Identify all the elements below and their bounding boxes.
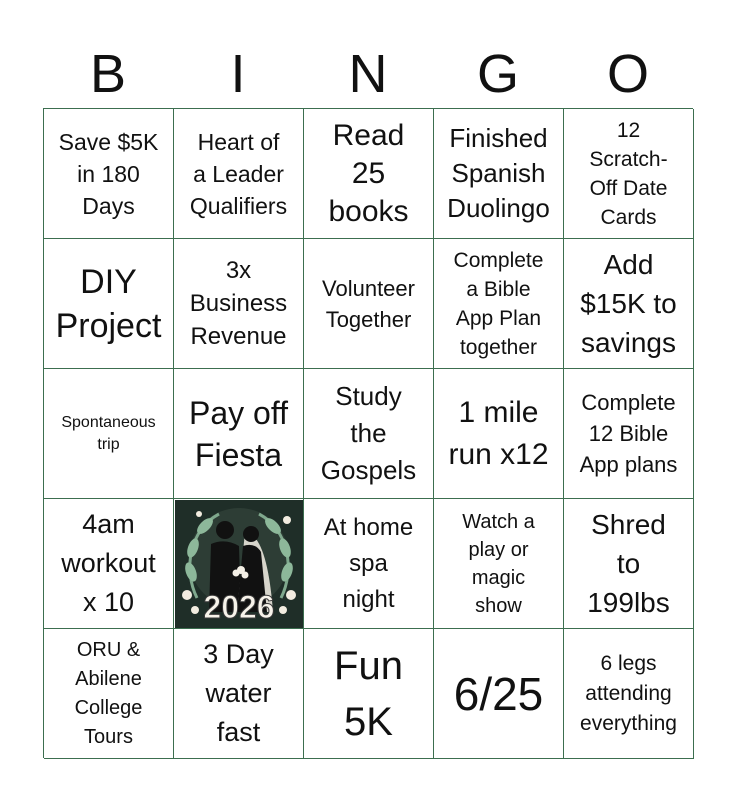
header-letter-n: N bbox=[348, 44, 388, 104]
bingo-cell[interactable]: Add $15K to savings bbox=[564, 239, 694, 369]
bingo-cell[interactable]: Save $5K in 180 Days bbox=[44, 109, 174, 239]
bingo-cell[interactable]: Spontaneous trip bbox=[44, 369, 174, 499]
bingo-cell[interactable]: Watch a play or magic show bbox=[434, 499, 564, 629]
free-space-label: 2026 bbox=[202, 588, 275, 625]
bingo-cell[interactable]: Pay off Fiesta bbox=[174, 369, 304, 499]
bingo-cell[interactable]: 4am workout x 10 bbox=[44, 499, 174, 629]
header-letter-g: G bbox=[476, 44, 519, 104]
bingo-cell[interactable]: 6/25 bbox=[434, 629, 564, 759]
bingo-cell[interactable]: At home spa night bbox=[304, 499, 434, 629]
free-space[interactable] bbox=[174, 499, 304, 629]
bingo-header bbox=[43, 40, 693, 108]
wedding-couple-icon bbox=[175, 500, 303, 628]
bingo-cell[interactable]: 6 legs attending everything bbox=[564, 629, 694, 759]
bingo-cell[interactable]: Complete 12 Bible App plans bbox=[564, 369, 694, 499]
bingo-cell[interactable]: 3x Business Revenue bbox=[174, 239, 304, 369]
bingo-cell[interactable]: Finished Spanish Duolingo bbox=[434, 109, 564, 239]
bingo-cell[interactable]: Study the Gospels bbox=[304, 369, 434, 499]
bingo-cell[interactable]: Volunteer Together bbox=[304, 239, 434, 369]
header-letter-o: O bbox=[606, 44, 649, 104]
bingo-cell[interactable]: Read 25 books bbox=[304, 109, 434, 239]
bingo-grid bbox=[43, 108, 693, 758]
header-letter-b: B bbox=[89, 44, 127, 104]
bingo-cell[interactable]: Complete a Bible App Plan together bbox=[434, 239, 564, 369]
header-letter-i: I bbox=[230, 44, 246, 104]
bingo-cell[interactable]: Shred to 199lbs bbox=[564, 499, 694, 629]
bingo-cell[interactable]: Heart of a Leader Qualifiers bbox=[174, 109, 304, 239]
bingo-cell[interactable]: 12 Scratch- Off Date Cards bbox=[564, 109, 694, 239]
bingo-cell[interactable]: 1 mile run x12 bbox=[434, 369, 564, 499]
bingo-cell[interactable]: 3 Day water fast bbox=[174, 629, 304, 759]
bingo-cell[interactable]: DIY Project bbox=[44, 239, 174, 369]
bingo-cell[interactable]: Fun 5K bbox=[304, 629, 434, 759]
bingo-cell[interactable]: ORU & Abilene College Tours bbox=[44, 629, 174, 759]
